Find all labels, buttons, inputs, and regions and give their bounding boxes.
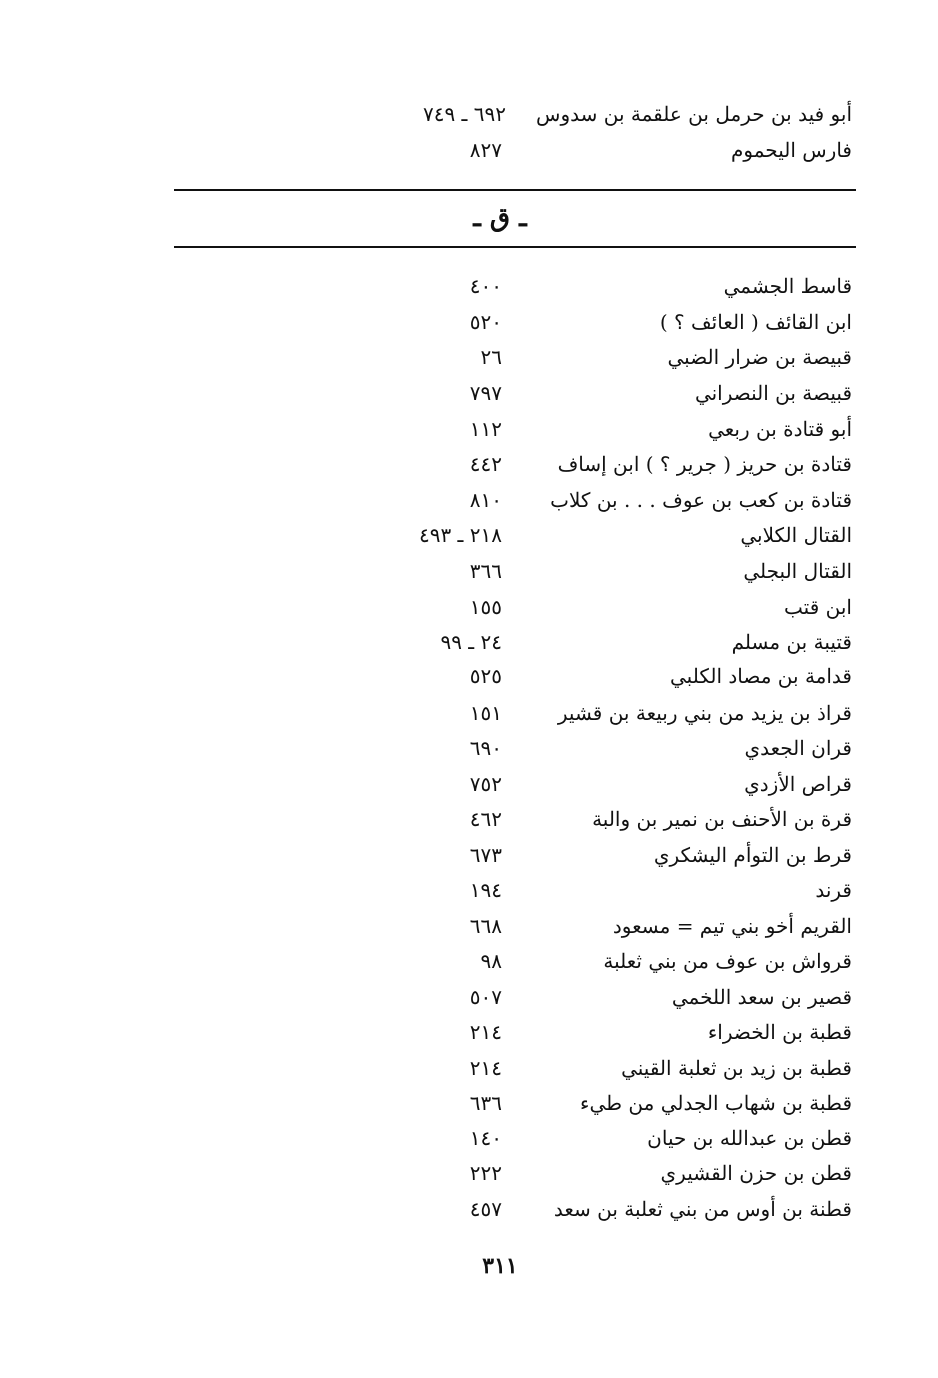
page-number: ٣١١ <box>482 1253 518 1279</box>
index-entry <box>0 766 938 802</box>
entry-name: القريم أخو بني تيم = مسعود <box>612 914 852 938</box>
entry-name: قراذ بن يزيد من بني ربيعة بن قشير <box>557 701 852 725</box>
entry-name: قرند <box>815 878 852 902</box>
entry-name: قطن بن عبدالله بن حيان <box>647 1126 852 1150</box>
entry-name: قتادة بن كعب بن عوف . . . بن كلاب <box>550 488 852 512</box>
entry-name: قطن بن حزن القشيري <box>660 1161 852 1185</box>
index-entry <box>0 339 938 375</box>
entry-pages: ٣٦٦ <box>469 559 502 583</box>
index-entry <box>0 96 938 132</box>
entry-name: قران الجعدي <box>744 736 852 760</box>
entry-name: قاسط الجشمي <box>723 274 852 298</box>
index-entry <box>0 908 938 944</box>
entry-pages: ٢٢٢ <box>469 1161 502 1185</box>
entry-pages: ٧٥٢ <box>469 772 502 796</box>
entry-pages: ٤٥٧ <box>469 1197 502 1221</box>
entry-name: قتيبة بن مسلم <box>731 630 852 654</box>
index-entry <box>0 132 938 168</box>
section-letter-heading: ـ ق ـ <box>473 203 527 233</box>
entry-pages: ٦٦٨ <box>469 914 502 938</box>
entry-name: قرة بن الأحنف بن نمير بن والبة <box>592 807 852 831</box>
entry-pages: ٦٩٠ <box>469 736 502 760</box>
index-entry <box>0 801 938 837</box>
entry-name: قتادة بن حريز ( جرير ؟ ) ابن إساف <box>557 452 852 476</box>
section-divider-top <box>174 189 856 191</box>
index-entry <box>0 1050 938 1086</box>
entry-name: قطبة بن زيد بن ثعلبة القيني <box>621 1056 852 1080</box>
entry-name: قرواش بن عوف من بني ثعلبة <box>603 949 852 973</box>
entry-pages: ١٥٥ <box>469 595 502 619</box>
entry-pages: ٦٩٢ ـ ٧٤٩ <box>422 102 506 126</box>
index-entry <box>0 375 938 411</box>
entry-pages: ٨٢٧ <box>469 138 502 162</box>
entry-name: القتال البجلي <box>743 559 852 583</box>
entry-name: القتال الكلابي <box>740 523 852 547</box>
entry-pages: ٢٤ ـ ٩٩ <box>440 630 502 654</box>
entry-name: قبيصة بن النصراني <box>694 381 852 405</box>
entry-pages: ٢٦ <box>480 345 502 369</box>
entry-pages: ٤٤٢ <box>469 452 502 476</box>
entry-name: قدامة بن مصاد الكلبي <box>670 664 852 688</box>
index-entry <box>0 268 938 304</box>
entry-pages: ٧٩٧ <box>469 381 502 405</box>
index-entry <box>0 446 938 482</box>
entry-name: قصير بن سعد اللخمي <box>671 985 852 1009</box>
entry-pages: ٢١٤ <box>469 1020 502 1044</box>
index-entry <box>0 730 938 766</box>
entry-pages: ٤٦٢ <box>469 807 502 831</box>
entry-name: ابن القائف ( العائف ؟ ) <box>659 310 852 334</box>
entry-name: فارس اليحموم <box>731 138 852 162</box>
entry-pages: ٦٧٣ <box>469 843 502 867</box>
entry-name: قطبة بن شهاب الجدلي من طيء <box>580 1091 852 1115</box>
entry-pages: ٥٠٧ <box>469 985 502 1009</box>
index-entry <box>0 837 938 873</box>
index-entry <box>0 695 938 731</box>
index-entry <box>0 872 938 908</box>
index-entry <box>0 411 938 447</box>
entry-pages: ٨١٠ <box>469 488 502 512</box>
entry-name: قطنة بن أوس من بني ثعلبة بن سعد <box>553 1197 852 1221</box>
entry-name: ابن قتب <box>784 595 852 619</box>
index-entry <box>0 589 938 625</box>
entry-name: قبيصة بن ضرار الضبي <box>667 345 852 369</box>
entry-pages: ٥٢٥ <box>469 664 502 688</box>
index-entry <box>0 482 938 518</box>
index-entry <box>0 658 938 694</box>
index-entry <box>0 1085 938 1121</box>
entry-pages: ٢١٨ ـ ٤٩٣ <box>418 523 502 547</box>
entry-pages: ١١٢ <box>469 417 502 441</box>
section-divider-bottom <box>174 246 856 248</box>
index-entry <box>0 553 938 589</box>
index-entry <box>0 943 938 979</box>
index-entry <box>0 304 938 340</box>
index-entry <box>0 517 938 553</box>
entry-name: قطبة بن الخضراء <box>707 1020 852 1044</box>
index-entry <box>0 1014 938 1050</box>
entry-name: أبو قتادة بن ربعي <box>708 417 852 441</box>
entry-pages: ١٤٠ <box>469 1126 502 1150</box>
entry-pages: ٥٢٠ <box>469 310 502 334</box>
index-entry <box>0 624 938 660</box>
entry-pages: ١٩٤ <box>469 878 502 902</box>
index-entry <box>0 1191 938 1227</box>
entry-pages: ٢١٤ <box>469 1056 502 1080</box>
entry-pages: ٩٨ <box>480 949 502 973</box>
entry-pages: ٦٣٦ <box>469 1091 502 1115</box>
index-entry <box>0 1155 938 1191</box>
entry-pages: ٤٠٠ <box>469 274 502 298</box>
entry-name: أبو فيد بن حرمل بن علقمة بن سدوس <box>536 102 852 126</box>
entry-pages: ١٥١ <box>469 701 502 725</box>
entry-name: قرط بن التوأم اليشكري <box>653 843 852 867</box>
index-entry <box>0 1120 938 1156</box>
entry-name: قراص الأزدي <box>744 772 852 796</box>
index-entry <box>0 979 938 1015</box>
